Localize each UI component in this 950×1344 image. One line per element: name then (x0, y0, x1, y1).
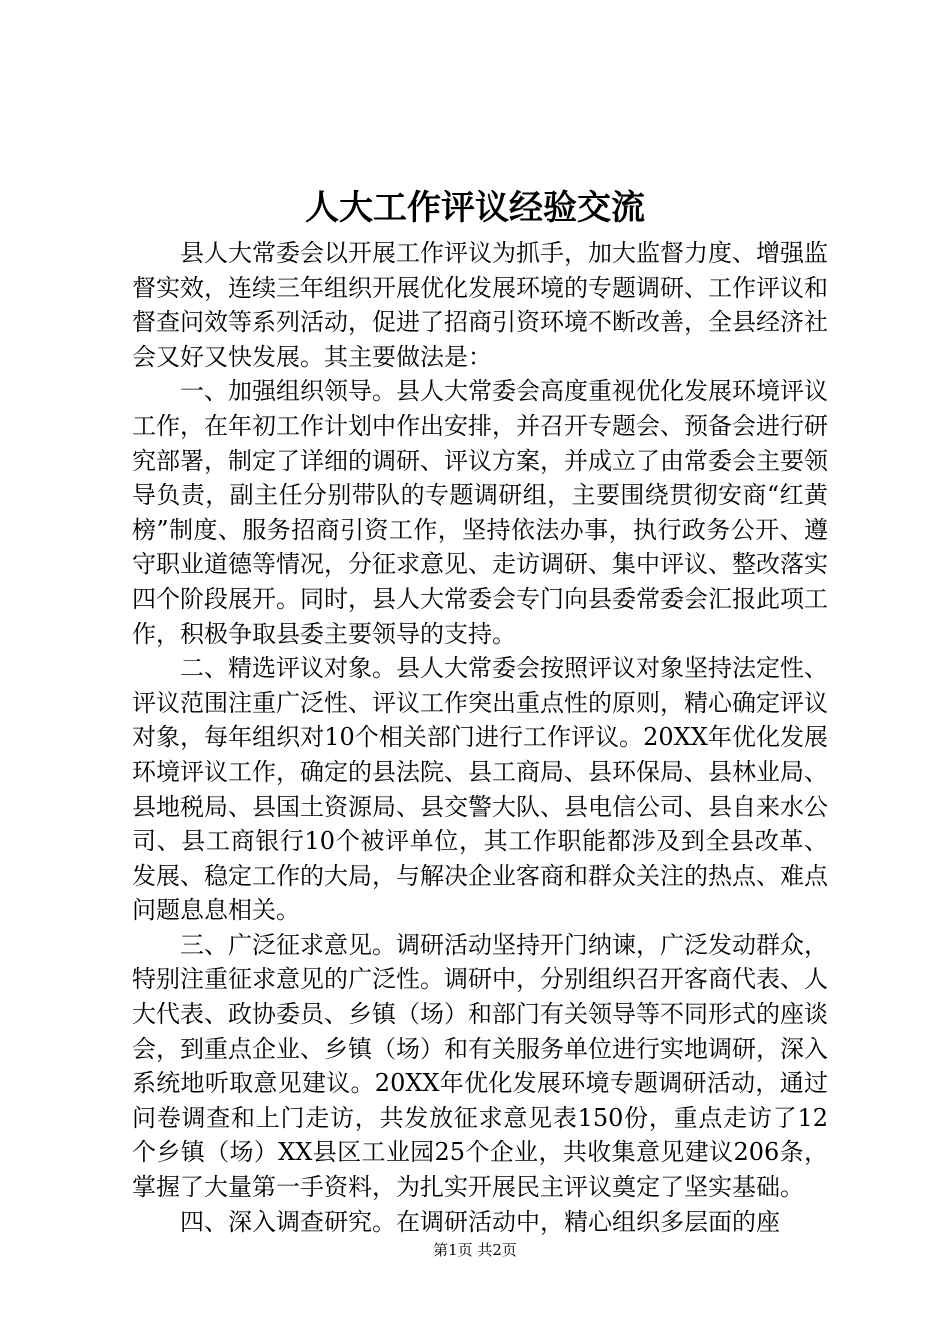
paragraph-intro: 县人大常委会以开展工作评议为抓手，加大监督力度、增强监督实效，连续三年组织开展优化发展环境的专题调研、工作评议和督查问效等系列活动，促进了招商引资环境不断改善，全县经济社会又好又快发展。其主要做法是： (132, 239, 828, 371)
page-number: 第1页 共2页 (433, 1241, 517, 1259)
page-title: 人大工作评议经验交流 (305, 188, 645, 228)
paragraph-section-2: 二、精选评议对象。县人大常委会按照评议对象坚持法定性、评议范围注重广泛性、评议工作突出重点性的原则，精心确定评议对象，每年组织对10个相关部门进行工作评议。20XX年优化发展环境评议工作，确定的县法院、县工商局、县环保局、县林业局、县地税局、县国土资源局、县交警大队、县电信公司、县自来水公司、县工商银行10个被评单位，其工作职能都涉及到全县改革、发展、稳定工作的大局，与解决企业客商和群众关注的热点、难点问题息息相关。 (132, 654, 828, 925)
paragraph-section-1: 一、加强组织领导。县人大常委会高度重视优化发展环境评议工作，在年初工作计划中作出安排，并召开专题会、预备会进行研究部署，制定了详细的调研、评议方案，并成立了由常委会主要领导负责，副主任分别带队的专题调研组，主要围绕贯彻安商“红黄榜”制度、服务招商引资工作，坚持依法办事，执行政务公开、遵守职业道德等情况，分征求意见、走访调研、集中评议、整改落实四个阶段展开。同时，县人大常委会专门向县委常委会汇报此项工作，积极争取县委主要领导的支持。 (132, 377, 828, 648)
document-body (132, 236, 828, 1239)
paragraph-section-3: 三、广泛征求意见。调研活动坚持开门纳谏，广泛发动群众，特别注重征求意见的广泛性。调研中，分别组织召开客商代表、人大代表、政协委员、乡镇（场）和部门有关领导等不同形式的座谈会，到重点企业、乡镇（场）和有关服务单位进行实地调研，深入系统地听取意见建议。20XX年优化发展环境专题调研活动，通过问卷调查和上门走访，共发放征求意见表150份，重点走访了12个乡镇（场）XX县区工业园25个企业，共收集意见建议206条，掌握了大量第一手资料，为扎实开展民主评议奠定了坚实基础。 (132, 930, 828, 1202)
page-footer (0, 1240, 950, 1260)
paragraph-section-4: 四、深入调查研究。在调研活动中，精心组织多层面的座 (180, 1207, 780, 1236)
